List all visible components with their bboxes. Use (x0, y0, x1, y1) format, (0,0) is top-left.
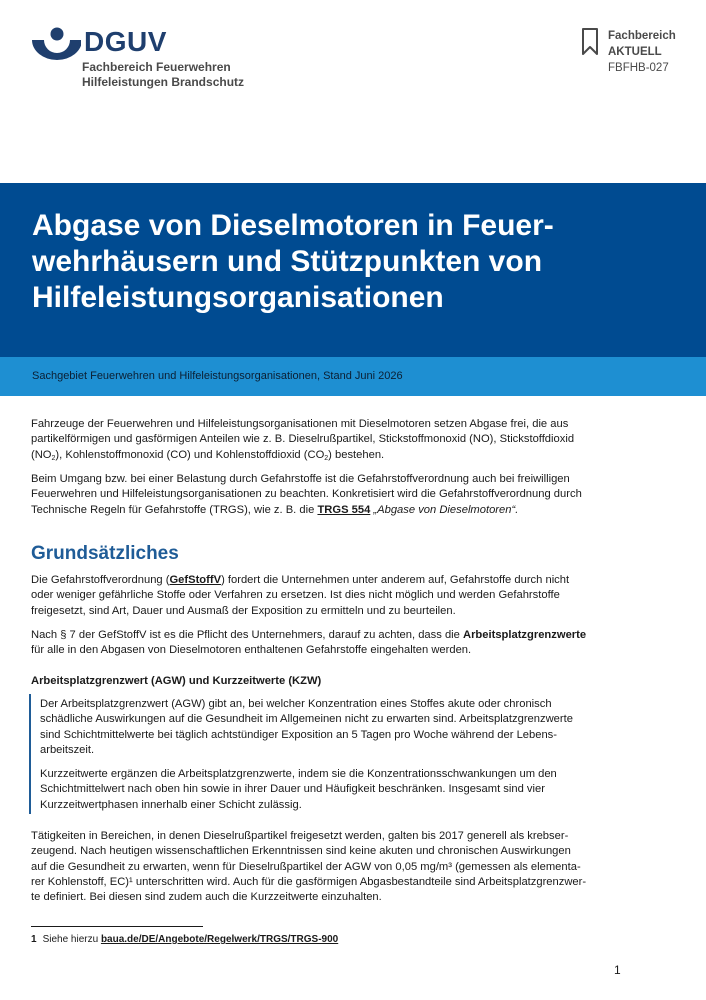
text-line: zeugend. Nach heutigen wissenschaftlichen Erkenntnissen sind keine akuten und chronischen Auswirkungen (31, 845, 571, 858)
text-line: Kurzzeitwertphasen innerhalb einer Schicht zulässig. (40, 798, 302, 811)
text-line: te definiert. Bei diesen sind zudem auch die Kurzzeitwerte einzuhalten. (31, 891, 382, 904)
intro-paragraph-1 (31, 417, 574, 463)
text-line: partikelförmigen und gasförmigen Anteilen wie z. B. Dieselrußpartikel, Stickstoffmonoxid (NO), Stickstoffdioxid (31, 433, 575, 446)
text-line (31, 628, 586, 643)
text-line: auf die Gesundheit zu erwarten, wenn für Dieselrußpartikel der AGW von 0,05 mg/m³ (gemessen als elementa- (31, 860, 581, 873)
text-line: Der Arbeitsplatzgrenzwert (AGW) gibt an, bei welcher Konzentration eines Stoffes akute oder chronisch (40, 698, 552, 710)
subsection-heading: Arbeitsplatzgrenzwert (AGW) und Kurzzeitwerte (KZW) (31, 675, 322, 687)
baua-link[interactable]: baua.de/DE/Angebote/Regelwerk/TRGS/TRGS-900 (100, 934, 339, 945)
page-number: 1 (614, 963, 621, 977)
intro-paragraph-2 (31, 472, 582, 518)
text-line: arbeitszeit. (40, 743, 95, 756)
title-line: Abgase von Dieselmotoren in Feuer- (32, 209, 554, 242)
footnote-number: 1 (31, 934, 37, 945)
text-line: Beim Umgang bzw. bei einer Belastung durch Gefahrstoffe ist die Gefahrstoffverordnung auch bei freiwilligen (31, 473, 570, 485)
subtitle-band (0, 357, 706, 396)
footnote (31, 934, 338, 945)
text-span: Die Gefahrstoffverordnung ( (31, 574, 170, 586)
document-meta (608, 28, 676, 76)
text-line: Feuerwehren und Hilfeleistungsorganisationen zu beachten. Konkretisiert wird die Gefahrstoffverordnung durch (31, 488, 582, 501)
bookmark-icon (581, 28, 599, 56)
title-line: wehrhäusern und Stützpunkten von (32, 245, 543, 278)
meta-category: Fachbereich (608, 30, 676, 42)
organization-name (82, 60, 244, 90)
text-line: Fahrzeuge der Feuerwehren und Hilfeleistungsorganisationen mit Dieselmotoren setzen Abgase frei, die aus (31, 418, 569, 430)
text-line: schädliche Auswirkungen auf die Gesundheit im Allgemeinen nicht zu erwarten sind. Arbeitsplatzgrenzwerte (40, 713, 573, 726)
text-line (31, 573, 569, 588)
footnote-divider (31, 926, 203, 927)
text-span: ), Kohlenstoffmonoxid (CO) und Kohlenstoffdioxid (CO (55, 448, 325, 461)
text-line: Kurzzeitwerte ergänzen die Arbeitsplatzgrenzwerte, indem sie die Konzentrationsschwankungen um den (40, 768, 557, 780)
text-span: Nach § 7 der GefStoffV ist es die Pflicht des Unternehmers, darauf zu achten, dass die (31, 629, 463, 641)
text-line: oder weniger gefährliche Stoffe oder Verfahren zu ersetzen. Ist dies nicht möglich und werden Gefahrstoffe (31, 589, 560, 602)
text-span: ) bestehen. (328, 448, 385, 461)
title-banner (0, 183, 706, 357)
org-line: Hilfeleistungen Brandschutz (82, 75, 245, 89)
document-subtitle: Sachgebiet Feuerwehren und Hilfeleistungsorganisationen, Stand Juni 2026 (32, 370, 403, 382)
subscript: 2 (51, 454, 56, 462)
meta-id: FBFHB-027 (608, 62, 669, 74)
bold-term: Arbeitsplatzgrenzwerte (463, 629, 587, 641)
text-line (31, 503, 582, 518)
text-line: Tätigkeiten in Bereichen, in denen Dieselrußpartikel freigesetzt werden, galten bis 2017 generell als krebser- (31, 830, 569, 842)
dguv-logo-icon (31, 27, 81, 60)
text-line: sind Schichtmittelwerte bei täglich achtstündiger Exposition an 5 Tagen pro Woche während der Lebens- (40, 728, 557, 741)
quote-bar (29, 694, 31, 814)
gefstoffv-link[interactable]: GefStoffV (169, 574, 222, 586)
meta-type: AKTUELL (608, 46, 662, 58)
logo-wordmark: DGUV (84, 26, 167, 57)
text-span: „Abgase von Dieselmotoren“. (370, 503, 519, 516)
title-line: Hilfeleistungsorganisationen (32, 281, 444, 314)
text-line (31, 448, 574, 463)
footnote-text: Siehe hierzu (42, 934, 101, 945)
grund-paragraph-2 (31, 628, 586, 659)
text-line: Schichtmittelwert nach oben hin sowie in ihrer Dauer und Häufigkeit beschränken. Insgesamt sind vier (40, 783, 545, 796)
taetigkeiten-paragraph (31, 829, 586, 905)
text-span: Technische Regeln für Gefahrstoffe (TRGS), wie z. B. die (31, 503, 318, 516)
text-line: rer Kohlenstoff, EC)¹ unterschritten wird. Auch für die gasförmigen Abgasbestandteile sind Arbeitsplatzgrenzwer- (31, 875, 587, 888)
text-line: freigesetzt, sind Art, Dauer und Ausmaß der Exposition zu ermitteln und zu beurteilen. (31, 604, 456, 617)
trgs-554-link[interactable]: TRGS 554 (317, 503, 371, 516)
subscript: 2 (324, 454, 329, 462)
text-span: (NO (31, 448, 52, 461)
text-span: ) fordert die Unternehmen unter anderem auf, Gefahrstoffe durch nicht (221, 574, 570, 586)
page-title (32, 208, 682, 316)
agw-definition (40, 697, 573, 758)
org-line: Fachbereich Feuerwehren (82, 60, 231, 74)
text-line: für alle in den Abgasen von Dieselmotoren enthaltenen Gefahrstoffe eingehalten werden. (31, 644, 472, 657)
section-heading: Grundsätzliches (31, 543, 179, 564)
kzw-definition (40, 767, 557, 813)
grund-paragraph-1 (31, 573, 569, 619)
